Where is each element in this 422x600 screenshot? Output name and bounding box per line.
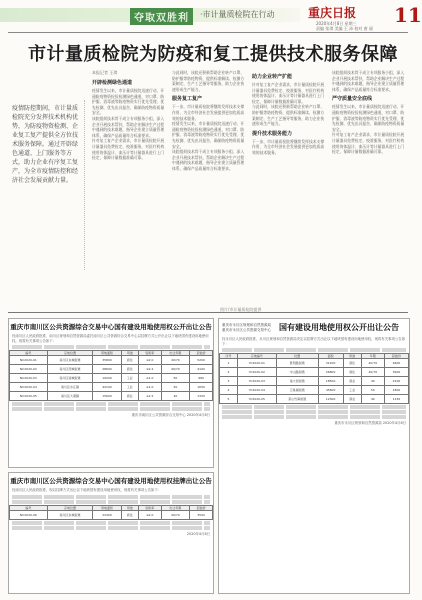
article-column bbox=[172, 70, 247, 305]
text-line bbox=[222, 410, 406, 414]
table-cell: 3500 bbox=[190, 510, 213, 519]
paragraph: 该院组织技术骨干成立专项服务小组，深入企业开展技术帮扶，帮助企业解决生产过程中遇到的技术难题，指导企业建立质量管理体系，确保产品质量符合标准要求。 bbox=[332, 70, 405, 92]
text-line bbox=[12, 521, 210, 525]
table-cell: 南川区东城街道 bbox=[47, 356, 93, 365]
table-cell: 1150 bbox=[384, 395, 408, 404]
table-cell: 2 bbox=[220, 368, 238, 377]
table-row bbox=[220, 377, 409, 386]
paragraph: 针对复工复产企业需求，市计量质检院开展计量器具免费检定、校准服务，对医疗机构使用的体温计、血压计等计量器具进行上门检定，保障计量数据准确可靠。 bbox=[252, 82, 325, 104]
table-header-cell: 序号 bbox=[220, 354, 238, 359]
table-header-cell: 用途 bbox=[121, 351, 138, 356]
table-row bbox=[10, 383, 213, 392]
notice-footer: 2020年4月8日 bbox=[186, 531, 210, 536]
article-column bbox=[92, 70, 167, 305]
masthead bbox=[0, 0, 422, 38]
table-header-cell: 容积率 bbox=[138, 505, 161, 510]
table-cell: 40/70 bbox=[161, 365, 189, 374]
table-cell: 商住 bbox=[343, 359, 361, 368]
paragraph: 疫情发生以来，市计量质检院迅速行动，开通防疫物资检验检测绿色通道，对口罩、防护服、消毒液等防疫物资实行优先受理、优先检测、优先出具报告，确保防疫物资质量安全。 bbox=[92, 88, 165, 116]
table-cell: 南川区东城街道 bbox=[47, 510, 93, 519]
table-cell: 1320 bbox=[190, 392, 213, 401]
table-header-cell: 用地面积 bbox=[93, 351, 121, 356]
subhead: 开辟检测绿色通道 bbox=[92, 80, 133, 86]
table-header-cell: 宗地位置 bbox=[47, 505, 93, 510]
newspaper-brand: 重庆日报 bbox=[308, 6, 357, 20]
text-line bbox=[12, 407, 210, 411]
table-cell: NC2020-02 bbox=[10, 365, 48, 374]
text-line bbox=[12, 345, 210, 349]
table-cell: 4 bbox=[220, 386, 238, 395]
table-cell: ≤1.5 bbox=[138, 392, 161, 401]
table-cell: 中山路街道 bbox=[276, 368, 318, 377]
text-line bbox=[222, 415, 406, 419]
notice-header bbox=[219, 319, 409, 336]
table-cell: 商住 bbox=[121, 365, 138, 374]
table-header-cell: 容积率 bbox=[138, 351, 161, 356]
table-cell: 商住 bbox=[121, 356, 138, 365]
table-cell: ≤2.0 bbox=[138, 510, 161, 519]
text-line bbox=[222, 405, 406, 409]
notice-table bbox=[219, 353, 409, 404]
table-cell: 工业 bbox=[121, 374, 138, 383]
table-cell: 12300 bbox=[318, 395, 343, 404]
table-cell: 南川区南城街道 bbox=[47, 374, 93, 383]
table-cell: 茶山竹海街道 bbox=[276, 395, 318, 404]
notice-agency: 重庆市永川区规划和自然资源局 重庆市永川区公共资源交易中心 bbox=[222, 322, 271, 332]
table-header-cell: 位置 bbox=[276, 354, 318, 359]
table-cell: YC2020-05 bbox=[238, 395, 277, 404]
table-cell: 45600 bbox=[318, 386, 343, 395]
table-header-cell: 起始价 bbox=[384, 354, 408, 359]
table-cell: 980 bbox=[190, 374, 213, 383]
table-cell: 40/70 bbox=[361, 368, 384, 377]
article-column bbox=[332, 70, 407, 305]
article-body bbox=[92, 70, 410, 305]
table-cell: 40/70 bbox=[161, 510, 189, 519]
table-cell: 1 bbox=[220, 359, 238, 368]
table-header-cell: 用地面积 bbox=[93, 505, 121, 510]
table-row bbox=[220, 359, 409, 368]
text-line bbox=[12, 495, 210, 499]
paragraph: 与此同时，该院还积极帮助企业转产口罩、防护服等防疫物资，提供标准解读、检测方案制定、生产工艺指导等服务，助力企业快速形成生产能力。 bbox=[252, 104, 325, 127]
table-row bbox=[220, 368, 409, 377]
table-header-cell: 出让年限 bbox=[161, 505, 189, 510]
table-cell: 南川区大观镇 bbox=[47, 392, 93, 401]
table-cell: 南川区西城街道 bbox=[47, 365, 93, 374]
paragraph: 与此同时，该院还积极帮助企业转产口罩、防护服等防疫物资，提供标准解读、检测方案制定、生产工艺指导等服务，助力企业快速形成生产能力。 bbox=[172, 70, 245, 92]
table-cell: 40 bbox=[361, 395, 384, 404]
table-cell: 5 bbox=[220, 395, 238, 404]
table-cell: 2100 bbox=[384, 377, 408, 386]
land-notice-1 bbox=[8, 318, 214, 468]
editor-line: 责编 张琪 美编 王 沛 校对 唐 丽 bbox=[316, 26, 373, 31]
table-cell: ≥1.0 bbox=[138, 383, 161, 392]
section-label: 夺取双胜利 bbox=[130, 8, 193, 25]
paragraph: 疫情发生以来，市计量质检院迅速行动，开通防疫物资检验检测绿色通道，对口罩、防护服、消毒液等防疫物资实行优先受理、优先检测、优先出具报告，确保防疫物资质量安全。 bbox=[172, 121, 245, 149]
paragraph: 针对复工复产企业需求，市计量质检院开展计量器具免费检定、校准服务，对医疗机构使用的体温计、血压计等计量器具进行上门检定，保障计量数据准确可靠。 bbox=[92, 138, 165, 161]
notice-title: 重庆市南川区公共资源综合交易中心国有建设用地使用权公开出让公告 bbox=[10, 323, 212, 331]
table-cell: YC2020-02 bbox=[238, 368, 277, 377]
table-cell: ≤2.2 bbox=[138, 365, 161, 374]
table-header-cell: 编号 bbox=[10, 505, 48, 510]
table-cell: NC2020-01 bbox=[10, 356, 48, 365]
table-cell: ≤2.0 bbox=[138, 356, 161, 365]
table-cell: 工业 bbox=[343, 386, 361, 395]
table-cell: 商住 bbox=[343, 368, 361, 377]
table-header-cell: 出让年限 bbox=[161, 351, 189, 356]
table-row bbox=[220, 395, 409, 404]
table-cell: 商业 bbox=[121, 392, 138, 401]
table-cell: 35800 bbox=[93, 356, 121, 365]
table-cell: NC2020-06 bbox=[10, 510, 48, 519]
table-cell: YC2020-03 bbox=[238, 377, 277, 386]
page-number: 11 bbox=[394, 3, 422, 27]
table-row bbox=[220, 386, 409, 395]
table-cell: NC2020-03 bbox=[10, 374, 48, 383]
section-subtitle: ·市计量质检院在行动 bbox=[200, 10, 275, 19]
table-cell: 工业 bbox=[121, 383, 138, 392]
notice-footer: 重庆市南川区公共资源综合交易中心 2020年4月8日 bbox=[131, 413, 210, 418]
notice-intro: 经南川区人民政府批准，现以挂牌方式出让以下地块国有建设用地使用权，现将有关事项公告如下： bbox=[12, 488, 162, 492]
table-cell: 26800 bbox=[318, 368, 343, 377]
text-line bbox=[12, 500, 210, 504]
table-cell: 卫星湖街道 bbox=[276, 386, 318, 395]
table-cell: 50 bbox=[361, 386, 384, 395]
table-cell: 4600 bbox=[384, 359, 408, 368]
notice-table bbox=[9, 505, 213, 520]
table-header-cell: 编号 bbox=[10, 351, 48, 356]
subhead: 提升技术服务能力 bbox=[252, 130, 293, 137]
dateline: 2020年4月8日 星期三 bbox=[316, 21, 357, 26]
table-header-cell: 用途 bbox=[121, 505, 138, 510]
table-cell: 31200 bbox=[318, 359, 343, 368]
table-header-cell: 宗地编号 bbox=[238, 354, 277, 359]
land-notice-2 bbox=[8, 472, 214, 594]
table-cell: 商业 bbox=[343, 395, 361, 404]
table-cell: 40 bbox=[161, 392, 189, 401]
paragraph: 疫情发生以来，市计量质检院迅速行动，开通防疫物资检验检测绿色通道，对口罩、防护服、消毒液等防疫物资实行优先受理、优先检测、优先出具报告，确保防疫物资质量安全。 bbox=[332, 104, 405, 132]
land-notice-3 bbox=[218, 318, 410, 594]
notice-intro: 经永川区人民政府批准，永川区规划和自然资源局决定以挂牌方式出让以下地块国有建设用地使用权，现将有关事项公告如下： bbox=[222, 337, 406, 346]
table-header-cell: 起始价 bbox=[190, 505, 213, 510]
article-column bbox=[252, 70, 327, 305]
table-row bbox=[10, 374, 213, 383]
headline: 市计量质检院为防疫和复工提供技术服务保障 bbox=[28, 44, 398, 65]
paragraph: 针对复工复产企业需求，市计量质检院开展计量器具免费检定、校准服务，对医疗机构使用的体温计、血压计等计量器具进行上门检定，保障计量数据准确可靠。 bbox=[332, 132, 405, 155]
top-rule bbox=[8, 32, 408, 33]
table-cell: 42100 bbox=[93, 383, 121, 392]
subhead: 助力企业转产扩能 bbox=[252, 74, 293, 80]
table-cell: 商住 bbox=[121, 510, 138, 519]
byline: 本报记者 王琪 bbox=[92, 70, 118, 75]
table-header-cell: 面积 bbox=[318, 354, 343, 359]
notice-intro: 经南川区人民政府批准，南川区规划和自然资源局委托南川区公共资源综合交易中心以挂牌方式公开出让以下地块国有建设用地使用权。现将有关事项公告如下： bbox=[12, 334, 209, 343]
table-cell: 3900 bbox=[384, 368, 408, 377]
table-cell: 15600 bbox=[93, 392, 121, 401]
table-cell: ≥1.0 bbox=[138, 374, 161, 383]
text-line bbox=[222, 348, 406, 352]
table-cell: 南大街街道 bbox=[276, 377, 318, 386]
table-cell: 50 bbox=[161, 383, 189, 392]
paragraph: 该院组织技术骨干成立专项服务小组，深入企业开展技术帮扶，帮助企业解决生产过程中遇到的技术难题，指导企业建立质量管理体系，确保产品质量符合标准要求。 bbox=[92, 115, 165, 138]
middle-rule bbox=[8, 312, 408, 313]
lead-box: 疫情防控期间，市计量质检院充分发挥技术机构优势，为防疫物资检测、企业复工复产提供全方位技术服务保障。通过开辟绿色通道、上门服务等方式，助力企业有序复工复产，为全市疫情防控和经济社会发展贡献力量。 bbox=[10, 100, 85, 270]
table-cell: 5200 bbox=[190, 356, 213, 365]
table-cell: 19200 bbox=[93, 374, 121, 383]
paragraph: 该院组织技术骨干成立专项服务小组，深入企业开展技术帮扶，帮助企业解决生产过程中遇到的技术难题，指导企业建立质量管理体系，确保产品质量符合标准要求。 bbox=[172, 149, 245, 171]
table-header-cell: 起始价 bbox=[190, 351, 213, 356]
table-cell: 50 bbox=[161, 374, 189, 383]
table-cell: 22400 bbox=[93, 510, 121, 519]
table-cell: 1800 bbox=[384, 386, 408, 395]
paragraph: 下一步，市计量质检院将继续发挥技术支撑作用，为全市经济社会发展提供更加优质高效的技术服务。 bbox=[252, 138, 325, 155]
table-cell: 18500 bbox=[318, 377, 343, 386]
table-cell: 40 bbox=[361, 377, 384, 386]
table-cell: 28600 bbox=[93, 365, 121, 374]
table-cell: 4100 bbox=[190, 365, 213, 374]
subhead: 服务复工复产 bbox=[172, 96, 203, 103]
table-cell: 胜利路街道 bbox=[276, 359, 318, 368]
table-row bbox=[10, 365, 213, 374]
notice-footer: 重庆市永川区规划和自然资源局 2020年4月8日 bbox=[334, 421, 406, 426]
table-header-cell: 用途 bbox=[343, 354, 361, 359]
text-line bbox=[12, 402, 210, 406]
table-cell: 40/70 bbox=[161, 356, 189, 365]
notice-title: 国有建设用地使用权公开出让公告 bbox=[279, 323, 399, 332]
notice-table bbox=[9, 350, 213, 401]
paragraph: 下一步，市计量质检院将继续发挥技术支撑作用，为全市经济社会发展提供更加优质高效的技术服务。 bbox=[172, 104, 245, 121]
photo-credit: 图片/市计量质检院提供 bbox=[220, 307, 262, 312]
table-header-cell: 年限 bbox=[361, 354, 384, 359]
table-row bbox=[10, 510, 213, 519]
table-cell: 1650 bbox=[190, 383, 213, 392]
table-cell: 3 bbox=[220, 377, 238, 386]
table-cell: YC2020-01 bbox=[238, 359, 277, 368]
table-cell: 南川区水江镇 bbox=[47, 383, 93, 392]
table-cell: YC2020-04 bbox=[238, 386, 277, 395]
table-header-cell: 宗地位置 bbox=[47, 351, 93, 356]
table-cell: 40/70 bbox=[361, 359, 384, 368]
notice-title: 重庆市南川区公共资源综合交易中心国有建设用地使用权挂牌出让公告 bbox=[10, 477, 212, 485]
table-cell: NC2020-05 bbox=[10, 392, 48, 401]
table-cell: NC2020-04 bbox=[10, 383, 48, 392]
text-line bbox=[12, 526, 210, 530]
table-row bbox=[10, 356, 213, 365]
table-row bbox=[10, 392, 213, 401]
table-cell: 商业 bbox=[343, 377, 361, 386]
subhead: 严守质量安全底线 bbox=[332, 96, 373, 103]
